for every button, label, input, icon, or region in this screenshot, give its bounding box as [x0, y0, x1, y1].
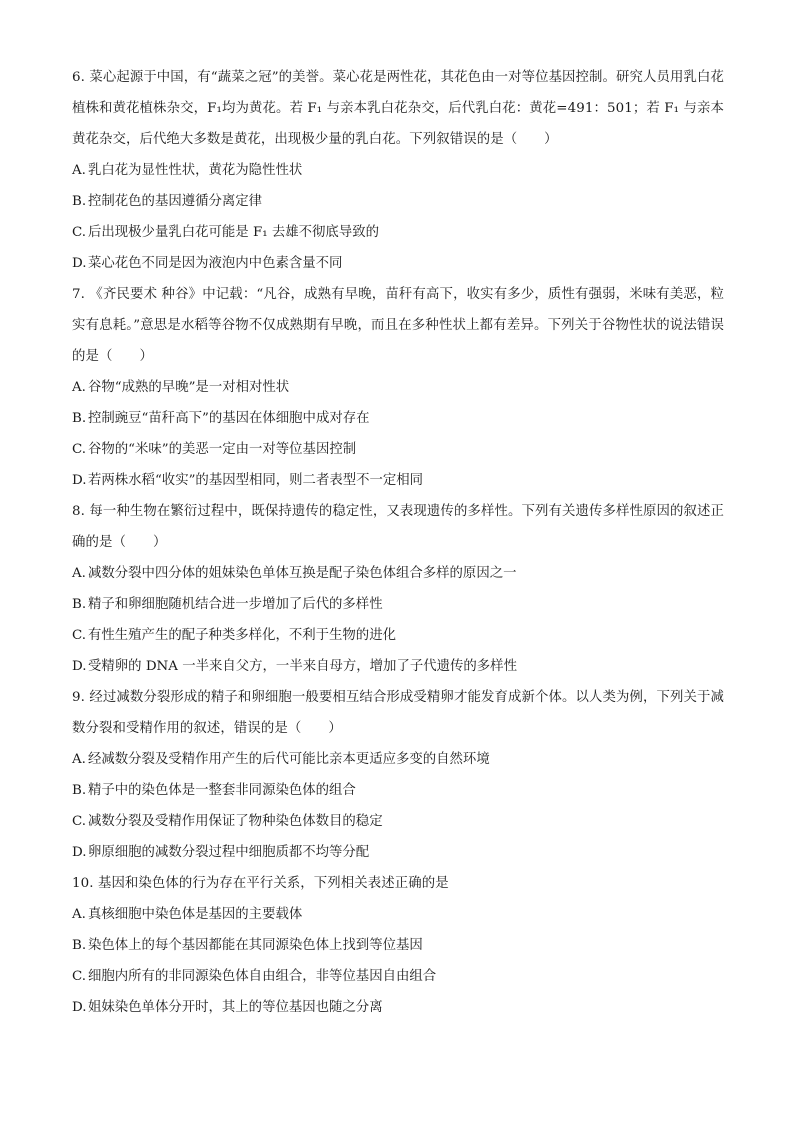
- option-text: 控制花色的基因遵循分离定律: [88, 194, 263, 209]
- option-a: [72, 558, 724, 589]
- option-d: [72, 248, 724, 279]
- option-letter: A.: [72, 907, 86, 922]
- question-stem: 9. 经过减数分裂形成的精子和卵细胞一般要相互结合形成受精卵才能发育成新个体。以人类为例，下列关于减数分裂和受精作用的叙述，错误的是（ ）: [72, 690, 724, 736]
- option-letter: C.: [72, 442, 87, 457]
- option-d: [72, 992, 724, 1023]
- option-text: 谷物的“米味”的美恶一定由一对等位基因控制: [88, 442, 357, 457]
- option-letter: C.: [72, 814, 87, 829]
- question-stem: 7. 《齐民要术 种谷》中记载：“凡谷，成熟有早晚，苗秆有高下，收实有多少，质性有强弱，米味有美恶，粒实有息耗。”意思是水稻等谷物不仅成熟期有早晚，而且在多种性状上都有差异。下列关于谷物性状的说法错误的是（ ）: [72, 287, 724, 364]
- option-letter: C.: [72, 969, 87, 984]
- option-d: [72, 837, 724, 868]
- option-d: [72, 465, 724, 496]
- question-6: [72, 62, 724, 279]
- option-letter: B.: [72, 783, 87, 798]
- option-letter: D.: [72, 659, 87, 674]
- option-letter: D.: [72, 256, 87, 271]
- option-c: [72, 961, 724, 992]
- option-text: 卵原细胞的减数分裂过程中细胞质都不均等分配: [88, 845, 370, 860]
- question-9: [72, 682, 724, 868]
- option-c: [72, 434, 724, 465]
- option-c: [72, 806, 724, 837]
- option-letter: B.: [72, 411, 87, 426]
- question-7: [72, 279, 724, 496]
- option-letter: A.: [72, 380, 86, 395]
- option-b: [72, 403, 724, 434]
- option-text: 染色体上的每个基因都能在其同源染色体上找到等位基因: [88, 938, 423, 953]
- option-text: 精子中的染色体是一整套非同源染色体的组合: [88, 783, 356, 798]
- option-text: 谷物“成熟的早晚”是一对相对性状: [88, 380, 290, 395]
- option-letter: D.: [72, 1000, 87, 1015]
- option-text: 乳白花为显性性状，黄花为隐性性状: [88, 163, 303, 178]
- question-stem: 6. 菜心起源于中国，有“蔬菜之冠”的美誉。菜心花是两性花，其花色由一对等位基因控制。研究人员用乳白花植株和黄花植株杂交，F₁均为黄花。若 F₁ 与亲本乳白花杂交，后代乳白花：黄花=491：501；若 F₁ 与亲本黄花杂交，后代绝大多数是黄花，出现极少量的乳白花。下列叙错误的是（ ）: [72, 70, 724, 147]
- option-a: [72, 155, 724, 186]
- option-text: 后出现极少量乳白花可能是 F₁ 去雄不彻底导致的: [88, 225, 379, 240]
- option-letter: D.: [72, 473, 87, 488]
- exam-page: [72, 62, 724, 1023]
- option-letter: B.: [72, 194, 87, 209]
- option-text: 有性生殖产生的配子种类多样化，不利于生物的进化: [88, 628, 396, 643]
- option-letter: A.: [72, 566, 86, 581]
- option-b: [72, 589, 724, 620]
- option-text: 姐妹染色单体分开时，其上的等位基因也随之分离: [88, 1000, 383, 1015]
- option-d: [72, 651, 724, 682]
- option-a: [72, 899, 724, 930]
- option-letter: A.: [72, 163, 86, 178]
- question-8: [72, 496, 724, 682]
- option-letter: B.: [72, 597, 87, 612]
- option-b: [72, 930, 724, 961]
- option-text: 细胞内所有的非同源染色体自由组合，非等位基因自由组合: [88, 969, 437, 984]
- option-b: [72, 775, 724, 806]
- question-stem: 8. 每一种生物在繁衍过程中，既保持遗传的稳定性，又表现遗传的多样性。下列有关遗传多样性原因的叙述正确的是（ ）: [72, 504, 724, 550]
- option-text: 减数分裂中四分体的姐妹染色单体互换是配子染色体组合多样的原因之一: [88, 566, 517, 581]
- option-letter: C.: [72, 225, 87, 240]
- question-10: [72, 868, 724, 1023]
- option-text: 真核细胞中染色体是基因的主要载体: [88, 907, 303, 922]
- option-text: 精子和卵细胞随机结合进一步增加了后代的多样性: [88, 597, 383, 612]
- option-c: [72, 620, 724, 651]
- option-letter: B.: [72, 938, 87, 953]
- option-text: 菜心花色不同是因为液泡内中色素含量不同: [88, 256, 343, 271]
- option-letter: C.: [72, 628, 87, 643]
- option-b: [72, 186, 724, 217]
- option-c: [72, 217, 724, 248]
- option-a: [72, 744, 724, 775]
- option-text: 受精卵的 DNA 一半来自父方，一半来自母方，增加了子代遗传的多样性: [88, 659, 517, 674]
- question-stem: 10. 基因和染色体的行为存在平行关系，下列相关表述正确的是: [72, 876, 449, 891]
- option-text: 减数分裂及受精作用保证了物种染色体数目的稳定: [88, 814, 383, 829]
- option-letter: D.: [72, 845, 87, 860]
- option-text: 若两株水稻“收实”的基因型相同，则二者表型不一定相同: [88, 473, 424, 488]
- option-text: 经减数分裂及受精作用产生的后代可能比亲本更适应多变的自然环境: [88, 752, 490, 767]
- option-a: [72, 372, 724, 403]
- option-letter: A.: [72, 752, 86, 767]
- option-text: 控制豌豆“苗秆高下”的基因在体细胞中成对存在: [88, 411, 370, 426]
